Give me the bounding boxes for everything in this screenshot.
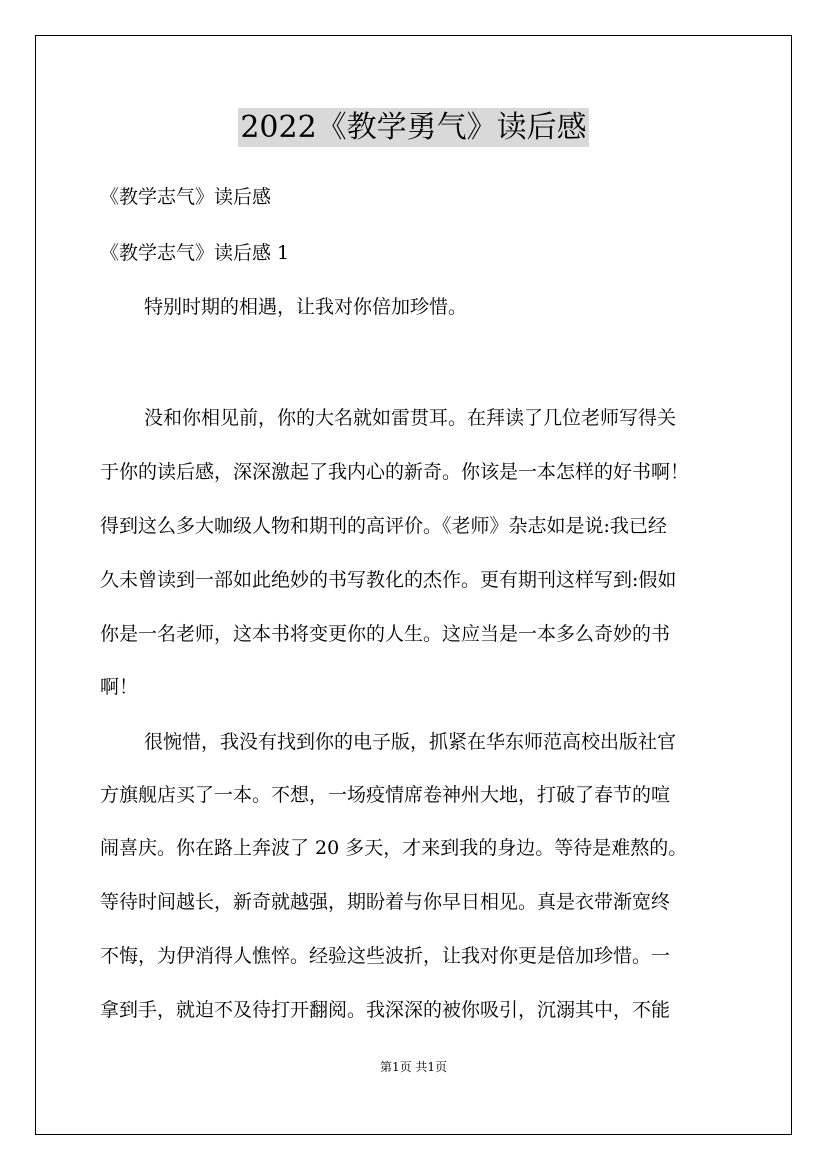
paragraph-line: 得到这么多大咖级人物和期刊的高评价。《老师》杂志如是说:我已经 <box>100 515 667 537</box>
paragraph-line: 不悔，为伊消得人憔悴。经验这些波折，让我对你更是倍加珍惜。一 <box>100 945 671 967</box>
document-title <box>0 102 827 146</box>
page-number-footer: 第1页 共1页 <box>379 1060 448 1074</box>
paragraph-line: 拿到手，就迫不及待打开翻阅。我深深的被你吸引，沉溺其中，不能 <box>100 999 671 1021</box>
paragraph-line: 于你的读后感，深深激起了我内心的新奇。你该是一本怎样的好书啊！ <box>100 461 690 483</box>
paragraph-line: 方旗舰店买了一本。不想，一场疫情席卷神州大地，打破了春节的喧 <box>100 784 671 806</box>
subtitle-1: 《教学志气》读后感 <box>100 186 272 208</box>
paragraph-line: 久未曾读到一部如此绝妙的书写教化的杰作。更有期刊这样写到:假如 <box>100 569 677 591</box>
paragraph-line: 没和你相见前，你的大名就如雷贯耳。在拜读了几位老师写得关 <box>144 407 677 429</box>
document-title-text: 2022《教学勇气》读后感 <box>240 110 587 145</box>
paragraph-line: 特别时期的相遇，让我对你倍加珍惜。 <box>144 296 468 318</box>
subtitle-2: 《教学志气》读后感 1 <box>100 242 290 264</box>
paragraph-line: 闹喜庆。你在路上奔波了 20 多天，才来到我的身边。等待是难熬的。 <box>100 837 688 859</box>
paragraph-line: 等待时间越长，新奇就越强，期盼着与你早日相见。真是衣带渐宽终 <box>100 891 671 913</box>
paragraph-line: 很惋惜，我没有找到你的电子版，抓紧在华东师范高校出版社官 <box>144 731 677 753</box>
paragraph-line: 啊！ <box>100 676 139 698</box>
paragraph-line: 你是一名老师，这本书将变更你的人生。这应当是一本多么奇妙的书 <box>100 623 671 645</box>
